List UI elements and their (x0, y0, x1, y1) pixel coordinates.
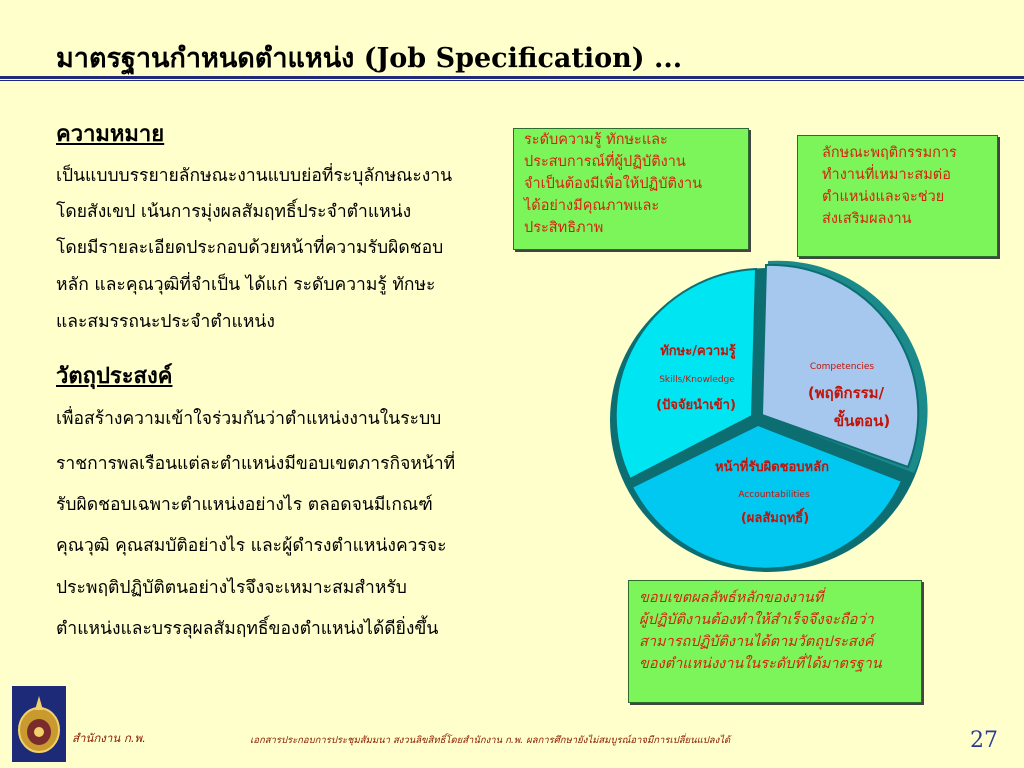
callout-line: สามารถปฏิบัติงานได้ตามวัตถุประสงค์ (639, 634, 874, 650)
page-number: 27 (970, 728, 998, 753)
emblem-icon (12, 686, 66, 762)
callout-line: ผู้ปฏิบัติงานต้องทำให้สำเร็จจึงจะถือว่า (639, 612, 874, 628)
ocsc-logo (12, 686, 66, 762)
pie-label-competencies-thai2: ขั้นตอน) (833, 412, 891, 430)
objective-line: ประพฤติปฏิบัติตนอย่างไรจึงจะเหมาะสมสำหรับ (56, 578, 407, 598)
meaning-line: เป็นแบบบรรยายลักษณะงานแบบย่อที่ระบุลักษณะงาน (56, 166, 453, 186)
slide-title: มาตรฐานกำหนดตำแหน่ง (Job Specification) ... (56, 43, 683, 74)
objective-line: ราชการพลเรือนแต่ละตำแหน่งมีขอบเขตภารกิจหน้าที่ (56, 454, 456, 474)
accountabilities-callout (628, 580, 922, 703)
meaning-line: โดยสังเขป เน้นการมุ่งผลสัมฤทธิ์ประจำตำแหน่ง (56, 202, 412, 222)
objective-heading: วัตถุประสงค์ (56, 364, 173, 389)
meaning-heading: ความหมาย (56, 122, 165, 147)
meaning-line: โดยมีรายละเอียดประกอบด้วยหน้าที่ความรับผิดชอบ (56, 238, 444, 258)
callout-line: ประสิทธิภาพ (524, 220, 604, 236)
objective-line: คุณวุฒิ คุณสมบัติอย่างไร และผู้ดำรงตำแหน่งควรจะ (56, 536, 447, 556)
pie-label-competencies-english: Competencies (809, 362, 875, 372)
pie-label-competencies-thai1: (พฤติกรรม/ (807, 384, 885, 402)
job-spec-pie-diagram (590, 255, 930, 575)
footer-organization: สำนักงาน ก.พ. (72, 731, 146, 745)
meaning-line: หลัก และคุณวุฒิที่จำเป็น ได้แก่ ระดับความรู้ ทักษะ (56, 275, 436, 295)
objective-line: ตำแหน่งและบรรลุผลสัมฤทธิ์ของตำแหน่งได้ดียิ่งขึ้น (56, 619, 439, 639)
skills-callout (513, 128, 749, 250)
pie-label-skills-english: Skills/Knowledge (659, 375, 735, 385)
pie-label-accountabilities-english: Accountabilities (738, 490, 810, 500)
pie-label-accountabilities-thai: หน้าที่รับผิดชอบหลัก (715, 460, 829, 475)
title-rule (0, 76, 1024, 79)
callout-line: ประสบการณ์ที่ผู้ปฏิบัติงาน (524, 154, 686, 170)
title-rule-thin (0, 80, 1024, 81)
callout-line: จำเป็นต้องมีเพื่อให้ปฏิบัติงาน (524, 176, 703, 192)
callout-line: ระดับความรู้ ทักษะและ (524, 132, 668, 148)
footer-disclaimer: เอกสารประกอบการประชุมสัมมนา สงวนลิขสิทธิ์โดยสำนักงาน ก.พ. ผลการศึกษายังไม่สมบูรณ์อาจมีการเปลี่ยนแปลงได้ (250, 735, 731, 746)
pie-label-skills-sub: (ปัจจัยนำเข้า) (656, 398, 736, 413)
objective-line: เพื่อสร้างความเข้าใจร่วมกันว่าตำแหน่งงานในระบบ (56, 409, 442, 429)
callout-line: ส่งเสริมผลงาน (822, 211, 912, 227)
competencies-callout (797, 135, 998, 257)
callout-line: ตำแหน่งและจะช่วย (822, 189, 945, 205)
callout-line: ทำงานที่เหมาะสมต่อ (822, 167, 951, 183)
callout-line: ลักษณะพฤติกรรมการ (822, 145, 957, 161)
pie-label-skills-thai: ทักษะ/ความรู้ (660, 344, 736, 359)
callout-line: ได้อย่างมีคุณภาพและ (524, 198, 660, 214)
callout-line: ขอบเขตผลลัพธ์หลักของงานที่ (639, 590, 824, 606)
callout-line: ของตำแหน่งงานในระดับที่ได้มาตรฐาน (639, 656, 882, 672)
objective-line: รับผิดชอบเฉพาะตำแหน่งอย่างไร ตลอดจนมีเกณฑ์ (56, 495, 433, 515)
meaning-line: และสมรรถนะประจำตำแหน่ง (56, 312, 275, 332)
pie-label-accountabilities-sub: (ผลสัมฤทธิ์) (740, 511, 810, 526)
